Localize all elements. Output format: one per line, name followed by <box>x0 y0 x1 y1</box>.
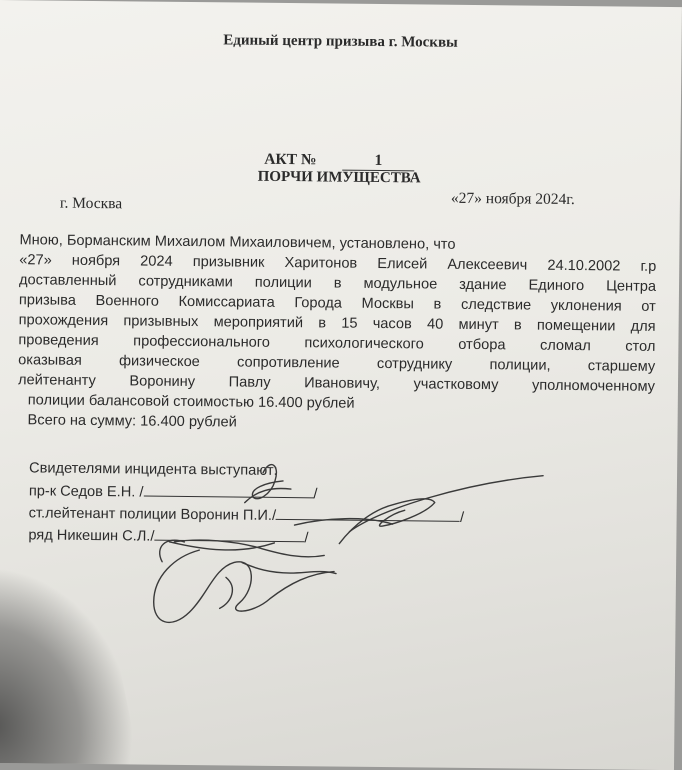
signature-mark-3 <box>153 550 334 624</box>
hand-shadow <box>0 546 147 770</box>
organization-header: Единый центр призыва г. Москвы <box>223 32 458 51</box>
body-line: оказывая физическое сопротивление сотруднику полиции, старшему <box>18 352 656 375</box>
body-line: призыва Военного Комиссариата Города Москвы в следствие уклонения от <box>18 292 656 315</box>
act-city: г. Москва <box>59 194 123 213</box>
witness-closing: / <box>313 486 318 503</box>
signature-mark-3c <box>220 577 233 608</box>
signature-mark-3d <box>242 563 336 574</box>
witness-line-1 <box>29 482 318 502</box>
witness-closing: / <box>459 509 465 526</box>
body-last-line: полиции балансовой стоимостью 16.400 рублей <box>27 392 355 412</box>
body-intro: Мною, Борманским Михаилом Михаиловичем, установлено, что <box>19 232 456 253</box>
body-line: доставленный сотрудниками полиции в модульное здание Единого Центра <box>18 272 657 295</box>
witness-line-3 <box>28 526 308 546</box>
witnesses-heading: Свидетелями инцидента выступают: <box>29 460 278 479</box>
act-date: «27» ноября 2024г. <box>450 189 575 209</box>
act-number-label: АКТ № <box>264 150 317 169</box>
body-line: проведения профессионального психологического отбора сломал стол <box>18 332 656 355</box>
witness-name: ряд Никешин С.Л./ <box>28 527 155 545</box>
body-line: «27» ноября 2024 призывник Харитонов Елисей Алексеевич 24.10.2002 г.р <box>19 252 657 275</box>
witness-line-2 <box>29 504 465 526</box>
act-number-value: 1 <box>342 152 414 172</box>
body-total: Всего на сумму: 16.400 рублей <box>27 412 237 431</box>
witness-name: ст.лейтенант полиции Воронин П.И./ <box>28 505 277 524</box>
body-line: лейтенанту Воронину Павлу Ивановичу, участковому уполномоченному <box>17 372 656 395</box>
witness-name: пр-к Седов Е.Н. / <box>28 483 144 501</box>
witness-closing: / <box>304 530 309 547</box>
act-subtitle: ПОРЧИ ИМУЩЕСТВА <box>257 168 421 187</box>
body-line: прохождения призывных мероприятий в 15 часов 40 минут в помещении для <box>18 312 656 335</box>
